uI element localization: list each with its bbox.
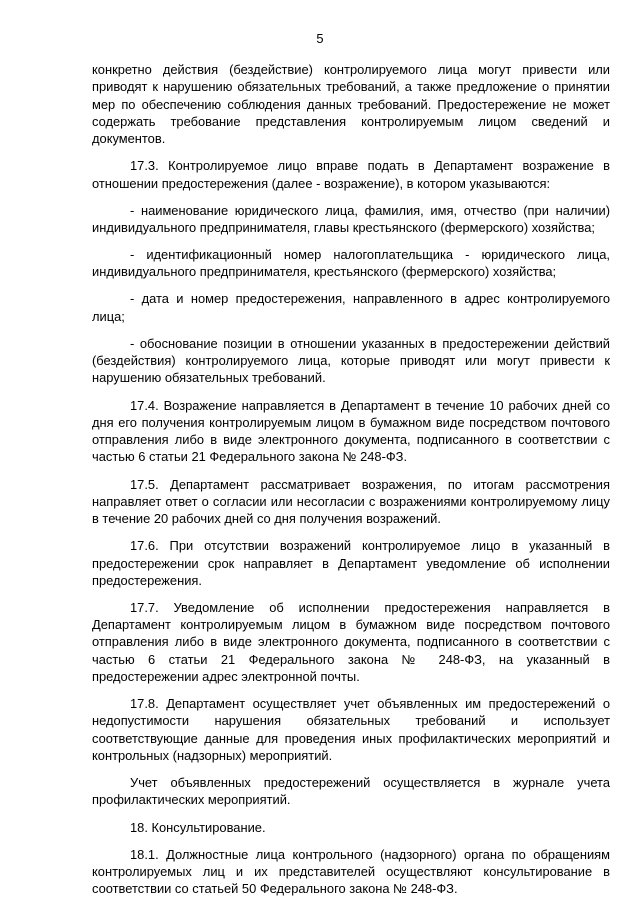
- paragraph-17-3: 17.3. Контролируемое лицо вправе подать в Департамент возражение в отношении предостережения (далее - возражение), в котором указываются:: [92, 158, 610, 191]
- paragraph-17-5: 17.5. Департамент рассматривает возражения, по итогам рассмотрения направляет ответ о согласии или несогласии с возражениями контролируемому лицу в течение 20 рабочих дней со дня получения возражений.: [92, 476, 610, 527]
- paragraph-18-1: 18.1. Должностные лица контрольного (надзорного) органа по обращениям контролируемых лиц и их представителей осуществляют консультирование в соответствии со статьей 50 Федерального закона № 248-ФЗ.: [92, 846, 610, 897]
- list-item-inn: - идентификационный номер налогоплательщика - юридического лица, индивидуального предпринимателя, крестьянского (фермерского) хозяйства;: [92, 247, 610, 280]
- paragraph-continuation: конкретно действия (бездействие) контролируемого лица могут привести или приводят к нарушению обязательных требований, а также предложение о принятии мер по обеспечению соблюдения данных требований. Предостережение не может содержать требование представления контролируемым лицом сведений и документов.: [92, 62, 610, 147]
- list-item-date-number: - дата и номер предостережения, направленного в адрес контролируемого лица;: [92, 291, 610, 324]
- document-body: [92, 61, 610, 907]
- list-item-name: - наименование юридического лица, фамилия, имя, отчество (при наличии) индивидуального предпринимателя, главы крестьянского (фермерского) хозяйства;: [92, 202, 610, 235]
- page-number: 5: [316, 31, 324, 46]
- section-18-heading: 18. Консультирование.: [130, 819, 266, 835]
- paragraph-17-8: 17.8. Департамент осуществляет учет объявленных им предостережений о недопустимости нарушения обязательных требований и использует соответствующие данные для проведения иных профилактических мероприятий и контрольных (надзорных) мероприятий.: [92, 696, 610, 764]
- paragraph-17-6: 17.6. При отсутствии возражений контролируемое лицо в указанный в предостережении срок направляет в Департамент уведомление об исполнении предостережения.: [92, 538, 610, 588]
- paragraph-17-7: 17.7. Уведомление об исполнении предостережения направляется в Департамент контролируемым лицом в бумажном виде посредством почтового отправления либо в виде электронного документа, подписанного в соответствии с частью 6 статьи 21 Федерального закона № 248-ФЗ, на указанный в предостережении адрес электронной почты.: [92, 599, 610, 685]
- paragraph-17-4: 17.4. Возражение направляется в Департамент в течение 10 рабочих дней со дня его получения контролируемым лицом в бумажном виде посредством почтового отправления либо в виде электронного документа, подписанного в соответствии с частью 6 статьи 21 Федерального закона № 248-ФЗ.: [92, 397, 610, 465]
- list-item-justification: - обоснование позиции в отношении указанных в предостережении действий (бездействия) контролируемого лица, которые приводят или могут привести к нарушению обязательных требований.: [92, 335, 610, 386]
- paragraph-warnings-log: Учет объявленных предостережений осуществляется в журнале учета профилактических мероприятий.: [92, 775, 610, 808]
